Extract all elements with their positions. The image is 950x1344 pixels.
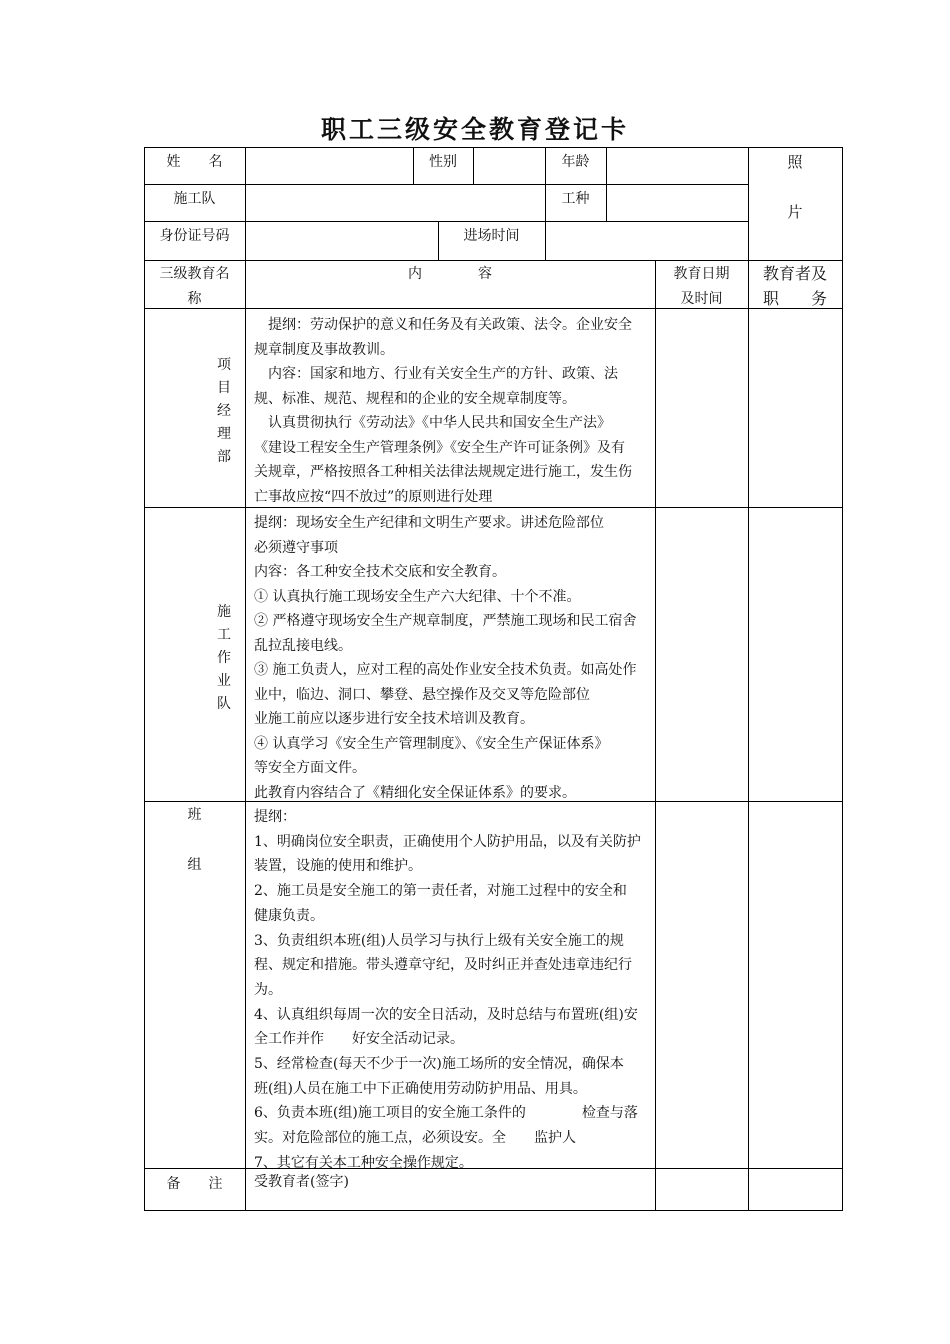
gender-field[interactable] bbox=[474, 148, 544, 184]
content-line: 班(组)人员在施工中下正确使用劳动防护用品、用具。 bbox=[254, 1080, 587, 1097]
level-header-1: 三级教育名 bbox=[159, 266, 230, 282]
remarks-date-field[interactable] bbox=[656, 1169, 747, 1210]
educator-field-construction-team[interactable] bbox=[749, 508, 841, 801]
content-line: 4、认真组织每周一次的安全日活动，及时总结与布置班(组)安 bbox=[254, 1006, 638, 1023]
section-label-team-group-1: 班 bbox=[187, 807, 202, 823]
content-line: 此教育内容结合了《精细化安全保证体系》的要求。 bbox=[254, 784, 576, 801]
remarks-label: 备 注 bbox=[166, 1176, 223, 1192]
content-line: 等安全方面文件。 bbox=[254, 760, 366, 776]
section-content-construction-team bbox=[254, 511, 636, 805]
date-field-project-department[interactable] bbox=[656, 309, 747, 507]
content-line: 5、经常检查(每天不少于一次)施工场所的安全情况，确保本 bbox=[254, 1056, 624, 1073]
id-number-field[interactable] bbox=[246, 222, 437, 260]
content-line: 7、其它有关本工种安全操作规定。 bbox=[254, 1154, 473, 1171]
content-line: ③ 施工负责人，应对工程的高处作业安全技术负责。如高处作 bbox=[254, 662, 637, 678]
level-header-2: 称 bbox=[187, 291, 202, 307]
content-line: 1、明确岗位安全职责，正确使用个人防护用品，以及有关防护 bbox=[254, 833, 641, 850]
remarks-educator-field[interactable] bbox=[749, 1169, 841, 1210]
content-line: 3、负责组织本班(组)人员学习与执行上级有关安全施工的规 bbox=[254, 932, 624, 949]
content-line: 必须遵守事项 bbox=[254, 539, 338, 556]
content-header: 内 容 bbox=[408, 266, 492, 282]
content-line: 亡事故应按“四不放过”的原则进行处理 bbox=[254, 488, 493, 505]
signature-label: 受教育者(签字) bbox=[254, 1174, 349, 1190]
entry-time-label: 进场时间 bbox=[463, 228, 520, 244]
content-line: 健康负责。 bbox=[254, 907, 324, 924]
content-line: 程、规定和措施。带头遵章守纪，及时纠正并查处违章违纪行 bbox=[254, 957, 632, 974]
content-line: 内容：国家和地方、行业有关安全生产的方针、政策、法 bbox=[254, 366, 618, 382]
entry-time-field[interactable] bbox=[546, 222, 747, 260]
educator-field-team-group[interactable] bbox=[749, 802, 841, 1168]
content-line: 提纲：现场安全生产纪律和文明生产要求。讲述危险部位 bbox=[254, 515, 604, 531]
content-line: ④ 认真学习《安全生产管理制度》、《安全生产保证体系》 bbox=[254, 735, 609, 752]
content-line: 全工作并作 好安全活动记录。 bbox=[254, 1031, 464, 1048]
age-field[interactable] bbox=[607, 148, 747, 184]
content-line: ② 严格遵守现场安全生产规章制度，严禁施工现场和民工宿舍 bbox=[254, 613, 637, 629]
content-line: 认真贯彻执行《劳动法》《中华人民共和国安全生产法》 bbox=[254, 415, 611, 431]
educator-header-2: 职 务 bbox=[762, 289, 827, 308]
content-line: 规章制度及事故教训。 bbox=[254, 341, 394, 358]
name-field[interactable] bbox=[246, 148, 412, 184]
date-field-team-group[interactable] bbox=[656, 802, 747, 1168]
content-line: 提纲：劳动保护的意义和任务及有关政策、法令。企业安全 bbox=[254, 317, 632, 333]
content-line: 业施工前应以逐步进行安全技术培训及教育。 bbox=[254, 711, 534, 727]
content-line: 实。对危险部位的施工点，必须设安。全 监护人 bbox=[254, 1130, 576, 1147]
content-line: 提纲： bbox=[254, 809, 296, 825]
content-line: 装置，设施的使用和维护。 bbox=[254, 858, 422, 875]
age-label: 年龄 bbox=[561, 154, 590, 170]
educator-header-1: 教育者及 bbox=[762, 264, 827, 283]
educator-field-project-department[interactable] bbox=[749, 309, 841, 507]
content-line: 《建设工程安全生产管理条例》《安全生产许可证条例》及有 bbox=[254, 439, 625, 456]
photo-label-1: 照 bbox=[787, 153, 803, 171]
section-label-team-group-2: 组 bbox=[187, 857, 202, 873]
name-label: 姓 名 bbox=[166, 154, 223, 170]
date-field-construction-team[interactable] bbox=[656, 508, 747, 801]
page-title: 职工三级安全教育登记卡 bbox=[320, 115, 629, 144]
content-line: 关规章，严格按照各工种相关法律法规规定进行施工，发生伤 bbox=[254, 464, 632, 480]
team-label: 施工队 bbox=[173, 191, 216, 207]
content-line: 业中，临边、洞口、攀登、悬空操作及交叉等危险部位 bbox=[254, 686, 590, 703]
date-header-2: 及时间 bbox=[680, 291, 723, 307]
content-line: 为。 bbox=[254, 981, 282, 998]
content-line: 乱拉乱接电线。 bbox=[254, 637, 352, 654]
content-line: 2、施工员是安全施工的第一责任者，对施工过程中的安全和 bbox=[254, 883, 627, 900]
section-content-project-department bbox=[254, 313, 632, 509]
section-content-team-group bbox=[254, 805, 641, 1176]
content-line: 规、标准、规范、规程和的企业的安全规章制度等。 bbox=[254, 390, 576, 407]
trade-label: 工种 bbox=[561, 191, 590, 207]
id-number-label: 身份证号码 bbox=[159, 228, 230, 244]
team-field[interactable] bbox=[246, 185, 544, 221]
date-header-1: 教育日期 bbox=[673, 266, 730, 282]
section-label-project-department: 项 目 经 理 部 bbox=[217, 357, 231, 465]
content-line: 内容：各工种安全技术交底和安全教育。 bbox=[254, 564, 506, 580]
trade-field[interactable] bbox=[607, 185, 747, 221]
content-line: ① 认真执行施工现场安全生产六大纪律、十个不准。 bbox=[254, 588, 581, 605]
section-label-construction-team: 施 工 作 业 队 bbox=[217, 604, 231, 712]
gender-label: 性别 bbox=[429, 154, 457, 170]
content-line: 6、负责本班(组)施工项目的安全施工条件的 检查与落 bbox=[254, 1105, 638, 1122]
photo-label-2: 片 bbox=[787, 203, 803, 221]
